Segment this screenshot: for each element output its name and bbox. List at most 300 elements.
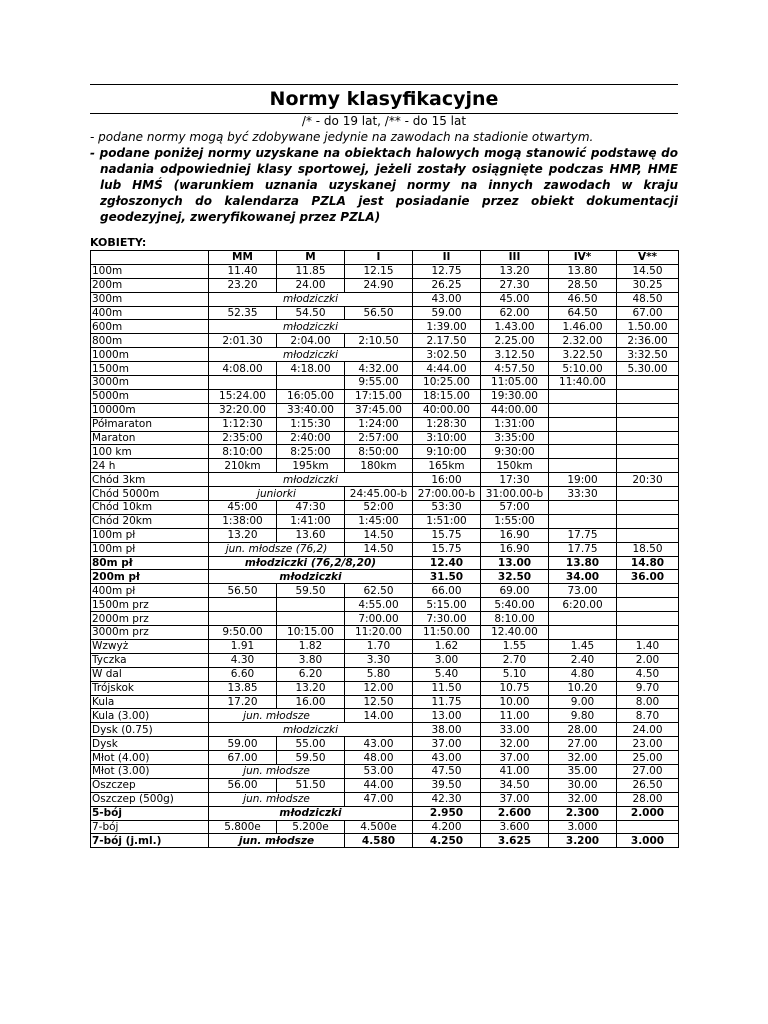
norm-value-cell: 13.00 (413, 709, 481, 723)
norm-value-cell: 11.00 (481, 709, 549, 723)
norm-value-cell (549, 501, 617, 515)
norm-value-cell: 4.250 (413, 834, 481, 848)
event-name: 400m pł (91, 584, 209, 598)
norm-value-cell: 59.00 (209, 737, 277, 751)
norm-value-cell: 59.00 (413, 306, 481, 320)
norm-value-cell: 1:51:00 (413, 514, 481, 528)
norm-value-cell: 37.00 (413, 737, 481, 751)
norm-value-cell: 33:30 (549, 487, 617, 501)
norm-value-cell: 47:30 (277, 501, 345, 515)
category-span-cell: jun. młodsze (209, 764, 345, 778)
norm-value-cell: 48.00 (345, 751, 413, 765)
norm-value-cell (617, 584, 679, 598)
norm-value-cell: 4.30 (209, 653, 277, 667)
norm-value-cell: 59.50 (277, 751, 345, 765)
norm-value-cell: 2:04.00 (277, 334, 345, 348)
event-name: 1000m (91, 348, 209, 362)
norm-value-cell: 1:41:00 (277, 514, 345, 528)
norm-value-cell: 3.000 (617, 834, 679, 848)
norm-value-cell: 14.80 (617, 556, 679, 570)
norm-value-cell: 47.00 (345, 792, 413, 806)
norm-value-cell: 1:55:00 (481, 514, 549, 528)
table-row (91, 695, 679, 709)
norm-value-cell: 12.40.00 (481, 626, 549, 640)
norm-value-cell: 13.85 (209, 681, 277, 695)
norm-value-cell: 3.00 (413, 653, 481, 667)
norm-value-cell: 1:39.00 (413, 320, 481, 334)
norm-value-cell: 4.500e (345, 820, 413, 834)
norm-value-cell: 3.80 (277, 653, 345, 667)
event-name: Chód 3km (91, 473, 209, 487)
norm-value-cell: 3.12.50 (481, 348, 549, 362)
table-row (91, 764, 679, 778)
norm-value-cell (209, 376, 277, 390)
norm-value-cell: 11.75 (413, 695, 481, 709)
norm-value-cell: 150km (481, 459, 549, 473)
norm-value-cell: 2:35:00 (209, 431, 277, 445)
norm-value-cell: 17:15.00 (345, 389, 413, 403)
norm-value-cell: 9:55.00 (345, 376, 413, 390)
norm-value-cell: 59.50 (277, 584, 345, 598)
norm-value-cell: 52:00 (345, 501, 413, 515)
norm-value-cell: 2:36.00 (617, 334, 679, 348)
event-name: Dysk (91, 737, 209, 751)
norm-value-cell: 5:40.00 (481, 598, 549, 612)
norm-value-cell: 32.00 (481, 737, 549, 751)
norm-value-cell: 47.50 (413, 764, 481, 778)
table-row (91, 264, 679, 278)
norm-value-cell: 3.600 (481, 820, 549, 834)
norm-value-cell: 2:57:00 (345, 431, 413, 445)
norm-value-cell: 9.80 (549, 709, 617, 723)
norm-value-cell (617, 514, 679, 528)
norm-value-cell: 2.70 (481, 653, 549, 667)
norm-value-cell: 4.80 (549, 667, 617, 681)
norm-value-cell: 32.00 (549, 751, 617, 765)
norm-value-cell: 9:30:00 (481, 445, 549, 459)
document-page (90, 84, 678, 848)
norm-value-cell: 36.00 (617, 570, 679, 584)
norm-value-cell: 27.00 (549, 737, 617, 751)
norm-value-cell: 8:25:00 (277, 445, 345, 459)
table-row (91, 431, 679, 445)
norm-value-cell: 11.40 (209, 264, 277, 278)
norm-value-cell (617, 487, 679, 501)
norm-value-cell: 32:20.00 (209, 403, 277, 417)
norm-value-cell: 31:00.00-b (481, 487, 549, 501)
norm-value-cell: 1.82 (277, 639, 345, 653)
norm-value-cell: 1.40 (617, 639, 679, 653)
norm-value-cell: 14.00 (345, 709, 413, 723)
table-row (91, 348, 679, 362)
norm-value-cell (617, 612, 679, 626)
section-heading-women: KOBIETY: (90, 236, 147, 249)
table-row (91, 445, 679, 459)
norm-value-cell: 4:55.00 (345, 598, 413, 612)
norm-value-cell: 39.50 (413, 778, 481, 792)
table-row (91, 681, 679, 695)
category-span-cell: jun. młodsze (76,2) (209, 542, 345, 556)
norm-value-cell: 1:15:30 (277, 417, 345, 431)
norm-value-cell: 1:12:30 (209, 417, 277, 431)
table-row (91, 473, 679, 487)
norm-value-cell: 62.00 (481, 306, 549, 320)
event-name: Chód 5000m (91, 487, 209, 501)
table-row (91, 459, 679, 473)
norm-value-cell (617, 403, 679, 417)
norm-value-cell: 8.00 (617, 695, 679, 709)
norm-value-cell: 5.800e (209, 820, 277, 834)
norm-value-cell: 34.50 (481, 778, 549, 792)
header-class-i: I (345, 251, 413, 265)
table-body (91, 264, 679, 847)
header-class-ii: II (413, 251, 481, 265)
category-span-cell: jun. młodsze (209, 834, 345, 848)
category-span-cell: młodziczki (209, 570, 413, 584)
norm-value-cell: 13.60 (277, 528, 345, 542)
norm-value-cell: 2.000 (617, 806, 679, 820)
norm-value-cell: 10.75 (481, 681, 549, 695)
norm-value-cell: 2.17.50 (413, 334, 481, 348)
norm-value-cell: 20:30 (617, 473, 679, 487)
norm-value-cell: 28.50 (549, 278, 617, 292)
table-row (91, 709, 679, 723)
norm-value-cell: 2.00 (617, 653, 679, 667)
norm-value-cell: 1:31:00 (481, 417, 549, 431)
norm-value-cell: 9.70 (617, 681, 679, 695)
norm-value-cell: 2.40 (549, 653, 617, 667)
norm-value-cell: 2:40:00 (277, 431, 345, 445)
table-row (91, 723, 679, 737)
table-row (91, 792, 679, 806)
event-name: Kula (91, 695, 209, 709)
event-name: 5000m (91, 389, 209, 403)
table-row (91, 417, 679, 431)
norm-value-cell: 10.20 (549, 681, 617, 695)
category-span-cell: młodziczki (76,2/8,20) (209, 556, 413, 570)
norm-value-cell (549, 459, 617, 473)
norm-value-cell: 11.50 (413, 681, 481, 695)
norm-value-cell: 53:30 (413, 501, 481, 515)
norm-value-cell: 9:10:00 (413, 445, 481, 459)
norm-value-cell: 1.45 (549, 639, 617, 653)
norm-value-cell: 7:00.00 (345, 612, 413, 626)
norm-value-cell: 28.00 (617, 792, 679, 806)
norm-value-cell: 19:30.00 (481, 389, 549, 403)
norm-value-cell: 17.20 (209, 695, 277, 709)
norm-value-cell: 5:10.00 (549, 362, 617, 376)
event-name: 1500m (91, 362, 209, 376)
norm-value-cell: 5.30.00 (617, 362, 679, 376)
norm-value-cell (277, 376, 345, 390)
norm-value-cell: 165km (413, 459, 481, 473)
norm-value-cell: 12.00 (345, 681, 413, 695)
norm-value-cell: 2:01.30 (209, 334, 277, 348)
norm-value-cell (617, 431, 679, 445)
norm-value-cell: 3.30 (345, 653, 413, 667)
norm-value-cell: 4:08.00 (209, 362, 277, 376)
norm-value-cell: 16.00 (277, 695, 345, 709)
norm-value-cell: 27:00.00-b (413, 487, 481, 501)
norm-value-cell: 2.25.00 (481, 334, 549, 348)
norm-value-cell: 54.50 (277, 306, 345, 320)
norm-value-cell: 24.90 (345, 278, 413, 292)
event-name: Młot (4.00) (91, 751, 209, 765)
page-title: Normy klasyfikacyjne (90, 85, 678, 114)
norm-value-cell: 210km (209, 459, 277, 473)
norm-value-cell: 1:24:00 (345, 417, 413, 431)
norm-value-cell: 18:15.00 (413, 389, 481, 403)
norm-value-cell: 44:00.00 (481, 403, 549, 417)
norm-value-cell: 56.50 (209, 584, 277, 598)
norm-value-cell: 52.35 (209, 306, 277, 320)
norm-value-cell: 25.00 (617, 751, 679, 765)
norm-value-cell: 8:10:00 (209, 445, 277, 459)
event-name: Wzwyż (91, 639, 209, 653)
table-row (91, 403, 679, 417)
norm-value-cell: 23.00 (617, 737, 679, 751)
norm-value-cell: 33.00 (481, 723, 549, 737)
norm-value-cell (549, 417, 617, 431)
norm-value-cell: 27.30 (481, 278, 549, 292)
norm-value-cell: 32.50 (481, 570, 549, 584)
table-row (91, 501, 679, 515)
norm-value-cell: 13.80 (549, 264, 617, 278)
norm-value-cell: 34.00 (549, 570, 617, 584)
norm-value-cell: 3:02.50 (413, 348, 481, 362)
norm-value-cell: 4:18.00 (277, 362, 345, 376)
event-name: Tyczka (91, 653, 209, 667)
norm-value-cell: 55.00 (277, 737, 345, 751)
table-row (91, 278, 679, 292)
norm-value-cell (209, 598, 277, 612)
table-row (91, 834, 679, 848)
norm-value-cell: 16:05.00 (277, 389, 345, 403)
norm-value-cell (617, 376, 679, 390)
norm-value-cell: 10.00 (481, 695, 549, 709)
norm-value-cell: 5.80 (345, 667, 413, 681)
event-name: 200m pł (91, 570, 209, 584)
norm-value-cell: 10:25.00 (413, 376, 481, 390)
event-name: 600m (91, 320, 209, 334)
norm-value-cell: 43.00 (413, 292, 481, 306)
norm-value-cell: 13.20 (277, 681, 345, 695)
category-span-cell: jun. młodsze (209, 709, 345, 723)
event-name: Kula (3.00) (91, 709, 209, 723)
event-name: Oszczep (91, 778, 209, 792)
norm-value-cell: 23.20 (209, 278, 277, 292)
table-row (91, 320, 679, 334)
norm-value-cell: 9:50.00 (209, 626, 277, 640)
norm-value-cell: 64.50 (549, 306, 617, 320)
event-name: 100 km (91, 445, 209, 459)
norm-value-cell: 30.00 (549, 778, 617, 792)
norm-value-cell: 32.00 (549, 792, 617, 806)
norm-value-cell: 11.85 (277, 264, 345, 278)
category-span-cell: młodziczki (209, 320, 413, 334)
norm-value-cell: 24.00 (617, 723, 679, 737)
norm-value-cell: 13.00 (481, 556, 549, 570)
norm-value-cell: 51.50 (277, 778, 345, 792)
norm-value-cell: 8.70 (617, 709, 679, 723)
table-row (91, 612, 679, 626)
norm-value-cell: 4.580 (345, 834, 413, 848)
event-name: 100m pł (91, 542, 209, 556)
table-row (91, 556, 679, 570)
norm-value-cell (549, 445, 617, 459)
event-name: 24 h (91, 459, 209, 473)
norm-value-cell: 11:40.00 (549, 376, 617, 390)
table-row (91, 306, 679, 320)
norm-value-cell (617, 459, 679, 473)
norm-value-cell: 15:24.00 (209, 389, 277, 403)
norm-value-cell: 13.80 (549, 556, 617, 570)
norm-value-cell (617, 445, 679, 459)
norm-value-cell (549, 431, 617, 445)
classification-table (90, 250, 679, 848)
event-name: 100m (91, 264, 209, 278)
norm-value-cell: 37.00 (481, 751, 549, 765)
norm-value-cell (277, 598, 345, 612)
event-name: Dysk (0.75) (91, 723, 209, 737)
norm-value-cell: 27.00 (617, 764, 679, 778)
event-name: Oszczep (500g) (91, 792, 209, 806)
category-span-cell: młodziczki (209, 723, 413, 737)
subtitle: /* - do 19 lat, /** - do 15 lat (301, 114, 467, 128)
category-span-cell: młodziczki (209, 348, 413, 362)
table-row (91, 639, 679, 653)
norm-value-cell: 11:20.00 (345, 626, 413, 640)
norm-value-cell: 4:57.50 (481, 362, 549, 376)
norm-value-cell: 14.50 (617, 264, 679, 278)
norm-value-cell: 1.46.00 (549, 320, 617, 334)
table-row (91, 751, 679, 765)
category-span-cell: jun. młodsze (209, 792, 345, 806)
norm-value-cell: 24.00 (277, 278, 345, 292)
event-name: 7-bój (j.ml.) (91, 834, 209, 848)
norm-value-cell: 8:10.00 (481, 612, 549, 626)
norm-value-cell: 11:50.00 (413, 626, 481, 640)
note-indoor: - podane poniżej normy uzyskane na obiektach halowych mogą stanowić podstawę do nadania odpowiedniej klasy sportowej, jeżeli zostały osiągnięte podczas HMP, HME lub HMŚ (warunkiem uznania uzyskanej normy na innych zawodach w kraju zgłoszonych do kalendarza PZLA jest posiadanie przez obiekt dokumentacji geodezyjnej, zweryfikowanej przez PZLA) (90, 146, 678, 224)
norm-value-cell: 73.00 (549, 584, 617, 598)
event-name: 800m (91, 334, 209, 348)
norm-value-cell: 45:00 (209, 501, 277, 515)
norm-value-cell: 6.20 (277, 667, 345, 681)
norm-value-cell: 35.00 (549, 764, 617, 778)
norm-value-cell (617, 501, 679, 515)
norm-value-cell: 17.75 (549, 542, 617, 556)
event-name: 3000m (91, 376, 209, 390)
table-row (91, 820, 679, 834)
table-row (91, 514, 679, 528)
norm-value-cell (617, 626, 679, 640)
event-name: Chód 10km (91, 501, 209, 515)
event-name: 3000m prz (91, 626, 209, 640)
category-span-cell: juniorki (209, 487, 345, 501)
norm-value-cell: 15.75 (413, 528, 481, 542)
event-name: 7-bój (91, 820, 209, 834)
norm-value-cell (617, 820, 679, 834)
norm-value-cell: 14.50 (345, 528, 413, 542)
norm-value-cell: 37:45.00 (345, 403, 413, 417)
header-class-m: M (277, 251, 345, 265)
header-class-v: V** (617, 251, 679, 265)
category-span-cell: młodziczki (209, 806, 413, 820)
norm-value-cell: 43.00 (345, 737, 413, 751)
table-row (91, 598, 679, 612)
norm-value-cell: 4.200 (413, 820, 481, 834)
norm-value-cell: 6.60 (209, 667, 277, 681)
table-row (91, 737, 679, 751)
event-name: 1500m prz (91, 598, 209, 612)
norm-value-cell: 19:00 (549, 473, 617, 487)
norm-value-cell: 7:30.00 (413, 612, 481, 626)
norm-value-cell: 1:38:00 (209, 514, 277, 528)
norm-value-cell: 17.75 (549, 528, 617, 542)
norm-value-cell: 14.50 (345, 542, 413, 556)
event-name: 2000m prz (91, 612, 209, 626)
norm-value-cell: 31.50 (413, 570, 481, 584)
norm-value-cell: 5.200e (277, 820, 345, 834)
norm-value-cell: 16:00 (413, 473, 481, 487)
norm-value-cell: 46.50 (549, 292, 617, 306)
norm-value-cell: 195km (277, 459, 345, 473)
norm-value-cell (209, 612, 277, 626)
norm-value-cell: 56.00 (209, 778, 277, 792)
event-name: Półmaraton (91, 417, 209, 431)
norm-value-cell: 42.30 (413, 792, 481, 806)
event-name: 100m pł (91, 528, 209, 542)
norm-value-cell: 4.50 (617, 667, 679, 681)
table-row (91, 806, 679, 820)
norm-value-cell: 10:15.00 (277, 626, 345, 640)
norm-value-cell: 41.00 (481, 764, 549, 778)
table-row (91, 584, 679, 598)
table-row (91, 389, 679, 403)
norm-value-cell: 44.00 (345, 778, 413, 792)
event-name: 10000m (91, 403, 209, 417)
event-name: Młot (3.00) (91, 764, 209, 778)
norm-value-cell: 16.90 (481, 528, 549, 542)
norm-value-cell: 53.00 (345, 764, 413, 778)
norm-value-cell: 18.50 (617, 542, 679, 556)
norm-value-cell: 6:20.00 (549, 598, 617, 612)
norm-value-cell: 3.200 (549, 834, 617, 848)
norm-value-cell: 3:10:00 (413, 431, 481, 445)
norm-value-cell: 1.50.00 (617, 320, 679, 334)
table-row (91, 292, 679, 306)
header-class-mm: MM (209, 251, 277, 265)
norm-value-cell: 2.950 (413, 806, 481, 820)
norm-value-cell (617, 417, 679, 431)
table-row (91, 667, 679, 681)
table-row (91, 542, 679, 556)
norm-value-cell: 26.50 (617, 778, 679, 792)
norm-value-cell: 3.000 (549, 820, 617, 834)
norm-value-cell: 1.62 (413, 639, 481, 653)
norm-value-cell: 1.43.00 (481, 320, 549, 334)
norm-value-cell: 1.70 (345, 639, 413, 653)
norm-value-cell: 15.75 (413, 542, 481, 556)
norm-value-cell (549, 403, 617, 417)
table-row (91, 334, 679, 348)
norm-value-cell: 5.10 (481, 667, 549, 681)
norm-value-cell: 66.00 (413, 584, 481, 598)
norm-value-cell: 17:30 (481, 473, 549, 487)
norm-value-cell (277, 612, 345, 626)
norm-value-cell: 28.00 (549, 723, 617, 737)
norm-value-cell: 56.50 (345, 306, 413, 320)
